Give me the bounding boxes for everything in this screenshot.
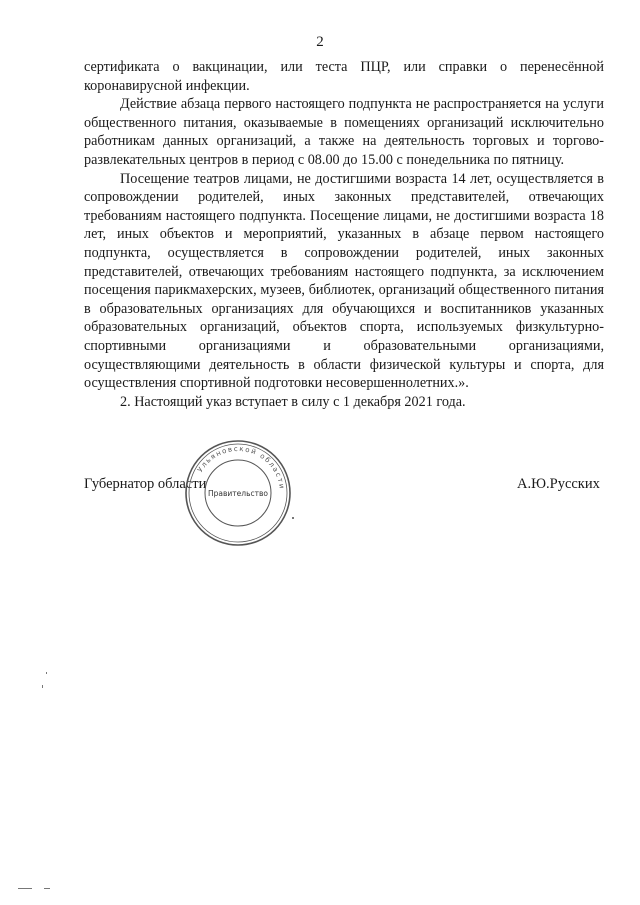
paragraph-3: Посещение театров лицами, не достигшими возраста 14 лет, осуществляется в сопровождении родителей, иных законных представителей, отвечающих требованиям настоящего подпункта. Посещение лицами, не достигшими возраста 18 лет, иных объектов и мероприятий, указанных в абзаце первом настоящего подпункта, осуществляется в сопровождении родителей, иных законных представителей, отвечающих требованиям настоящего подпункта, за исключением посещения парикмахерских, музеев, библиотек, организаций общественного питания в образовательных организациях для обучающихся и воспитанников указанных образовательных организаций, объектов спорта, используемых физкультурно-спортивными организациями и образовательными организациями, осуществляющими деятельность в области физической культуры и спорта, для осуществления спортивной подготовки несовершеннолетних.». — [84, 170, 604, 392]
paragraph-4: 2. Настоящий указ вступает в силу с 1 декабря 2021 года. — [120, 393, 466, 410]
scan-speck — [18, 888, 32, 889]
signatory-title: Губернатор области — [84, 476, 207, 492]
page-number: 2 — [316, 34, 324, 50]
signatory-name: А.Ю.Русских — [517, 476, 600, 492]
scan-speck — [292, 517, 294, 519]
scan-speck — [44, 888, 50, 889]
paragraph-1: сертификата о вакцинации, или теста ПЦР, или справки о перенесённой коронавирусной инфекции. — [84, 59, 604, 94]
seal-ring-text: Ульяновской области — [196, 444, 286, 491]
scan-speck — [42, 685, 43, 688]
scan-speck — [46, 672, 47, 674]
paragraph-2: Действие абзаца первого настоящего подпункта не распространяется на услуги общественного питания, оказываемые в помещениях организаций исключительно работникам данных организаций, а также на деятельность торговых и торгово-развлекательных центров в период с 08.00 до 15.00 с понедельника по пятницу. — [84, 96, 604, 168]
svg-text:Ульяновской области — [196, 445, 286, 490]
official-seal-stamp — [183, 438, 293, 548]
document-body — [84, 58, 604, 411]
seal-center-text: Правительство — [208, 489, 268, 498]
